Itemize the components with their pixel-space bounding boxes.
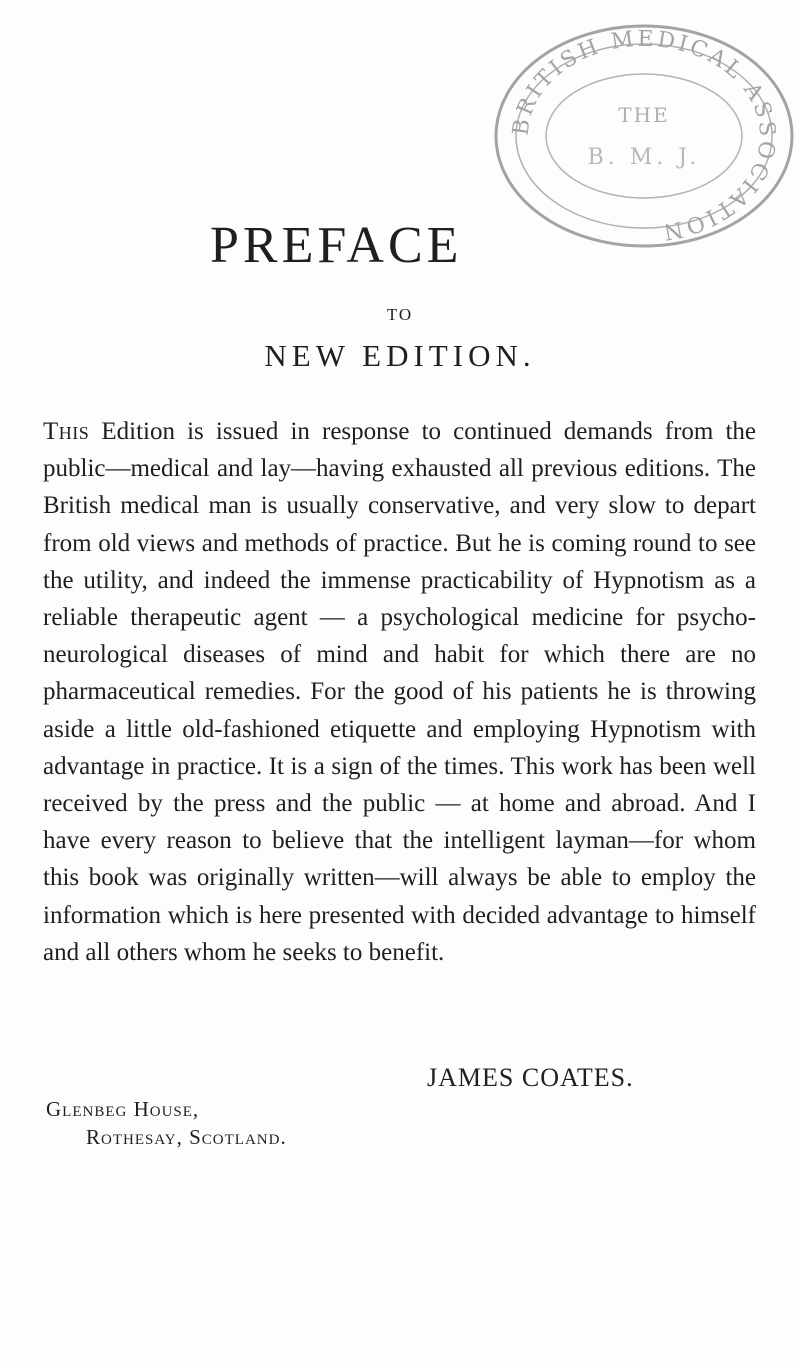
address-line-1: Glenbeg House,	[46, 1097, 200, 1121]
author-address	[46, 1095, 287, 1151]
stamp-center-bottom: B. M. J.	[587, 145, 701, 170]
title-connector: TO	[386, 305, 414, 324]
paragraph-text: Edition is issued in response to continued demands from the public—medical and lay—having exhausted all previous editions. The British medical man is usually conservative, and very slow to depart from old views and methods of practice. But he is coming round to see the utility, and indeed the immense practicability of Hypnotism as a reliable therapeutic agent — a psychological medicine for psycho-neurological diseases of mind and habit for which there are no pharmaceutical remedies. For the good of his patients he is throwing aside a little old-fashioned etiquette and employing Hypnotism with advantage in practice. It is a sign of the times. This work has been well received by the press and the public — at home and abroad. And I have every reason to believe that the intelligent layman—for whom this book was originally written—will always be able to employ the information which is here presented with decided advantage to himself and all others whom he seeks to benefit.	[43, 418, 756, 966]
page-subtitle: NEW EDITION.	[264, 338, 536, 373]
address-line-2: Rothesay, Scotland.	[86, 1125, 287, 1149]
stamp-center-top: THE	[618, 103, 670, 127]
preface-paragraph	[43, 413, 756, 971]
library-stamp	[488, 18, 800, 254]
stamp-ring-text: BRITISH MEDICAL ASSOCIATION	[508, 26, 780, 245]
svg-text:BRITISH MEDICAL ASSOCIATION	[509, 27, 780, 245]
page-title: PREFACE	[210, 217, 463, 274]
lead-word: This	[43, 418, 90, 445]
author-signature: JAMES COATES.	[427, 1063, 634, 1092]
